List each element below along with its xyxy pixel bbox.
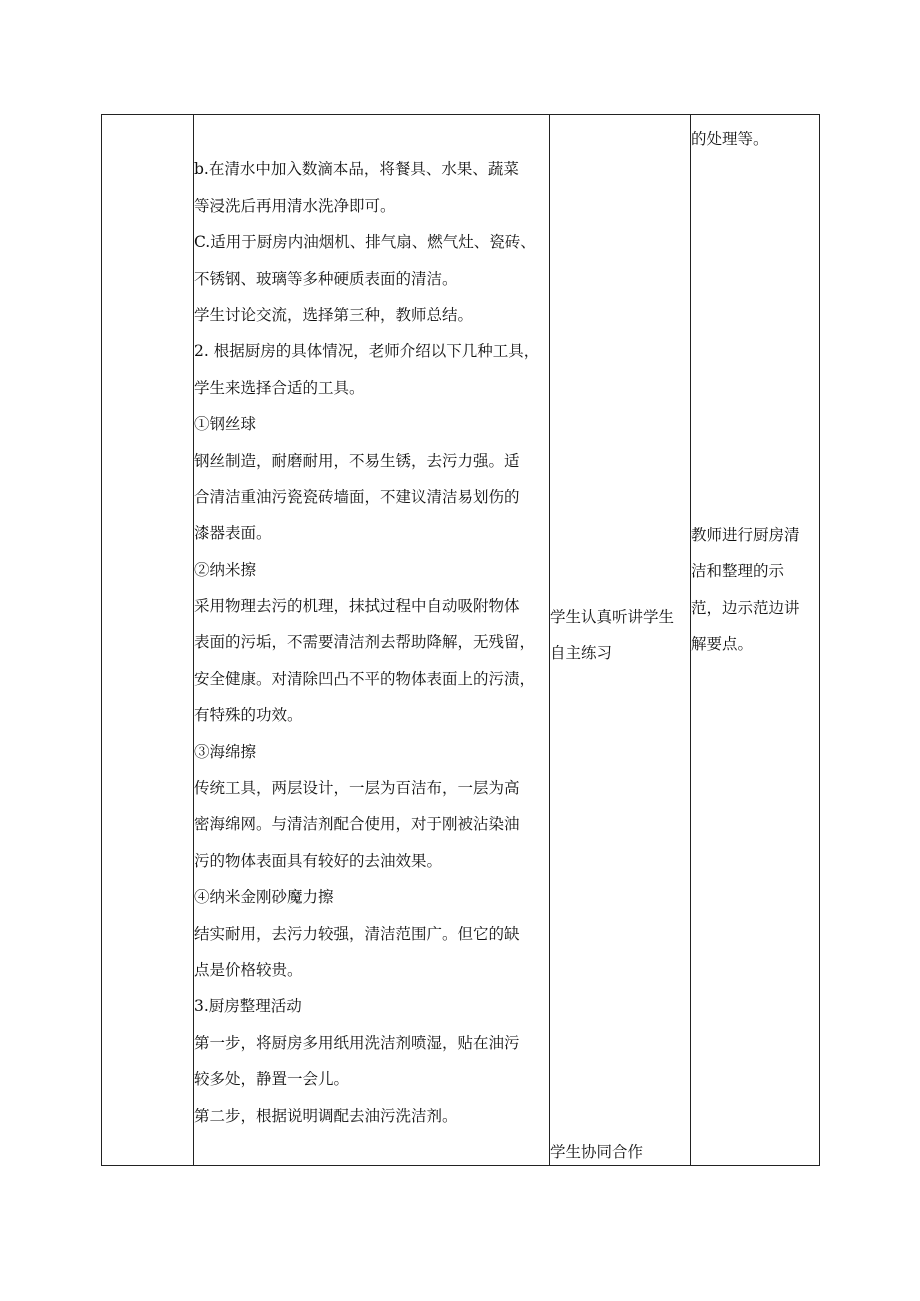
lesson-table (101, 114, 820, 1166)
content-line: 安全健康。对清除凹凸不平的物体表面上的污渍， (194, 669, 536, 688)
teacher-activity-line: 洁和整理的示 (691, 562, 785, 581)
teacher-activity-line: 范，边示范边讲 (691, 598, 800, 617)
content-line: 污的物体表面具有较好的去油效果。 (194, 851, 443, 870)
content-line: 钢丝制造，耐磨耐用，不易生锈，去污力强。适 (194, 451, 520, 470)
content-line: 结实耐用，去污力较强，清洁范围广。但它的缺 (194, 924, 520, 943)
content-line: ④纳米金刚砂魔力擦 (194, 888, 334, 907)
content-line: 传统工具，两层设计，一层为百洁布，一层为高 (194, 779, 520, 798)
content-line: 有特殊的功效。 (194, 706, 303, 725)
content-line: 第二步，根据说明调配去油污洗洁剂。 (194, 1106, 458, 1125)
student-activity-line: 自主练习 (550, 644, 613, 663)
content-line: 表面的污垢，不需要清洁剂去帮助降解，无残留， (194, 633, 536, 652)
content-line: C.适用于厨房内油烟机、排气扇、燃气灶、瓷砖、 (194, 233, 536, 252)
content-line: ①钢丝球 (194, 415, 257, 434)
student-activity-cell (550, 1134, 690, 1170)
content-line: ②纳米擦 (194, 560, 257, 579)
content-line: 学生讨论交流，选择第三种，教师总结。 (194, 305, 474, 324)
content-line: ③海绵擦 (194, 742, 257, 761)
teacher-activity-line: 的处理等。 (691, 130, 769, 148)
content-line: 密海绵网。与清洁剂配合使用，对于刚被沾染油 (194, 815, 520, 834)
student-activity-cell (550, 599, 690, 672)
content-line: 不锈钢、玻璃等多种硬质表面的清洁。 (194, 269, 458, 288)
teacher-activity-cell (691, 121, 819, 157)
teaching-content-cell (194, 115, 550, 1134)
teacher-activity-cell (691, 517, 819, 663)
teacher-activity-line: 教师进行厨房清 (691, 526, 800, 544)
student-activity-line: 学生认真听讲学生 (550, 608, 675, 626)
content-line: 学生来选择合适的工具。 (194, 378, 365, 397)
student-activity-line: 学生协同合作 (550, 1143, 644, 1161)
content-line: 3.厨房整理活动 (194, 997, 302, 1016)
content-line: 2. 根据厨房的具体情况，老师介绍以下几种工具， (194, 342, 540, 361)
content-line: 较多处，静置一会儿。 (194, 1070, 350, 1089)
content-line: 采用物理去污的机理，抹拭过程中自动吸附物体 (194, 597, 520, 616)
teacher-activity-line: 解要点。 (691, 635, 754, 654)
content-line: 点是价格较贵。 (194, 960, 303, 979)
content-line: 等浸洗后再用清水洗净即可。 (194, 196, 396, 215)
content-line: 漆器表面。 (194, 524, 272, 543)
content-line: 合清洁重油污瓷瓷砖墙面，不建议清洁易划伤的 (194, 487, 520, 506)
content-line: b.在清水中加入数滴本品，将餐具、水果、蔬菜 (194, 160, 519, 179)
content-line: 第一步，将厨房多用纸用洗洁剂喷湿，贴在油污 (194, 1033, 520, 1052)
content-line (194, 115, 550, 151)
